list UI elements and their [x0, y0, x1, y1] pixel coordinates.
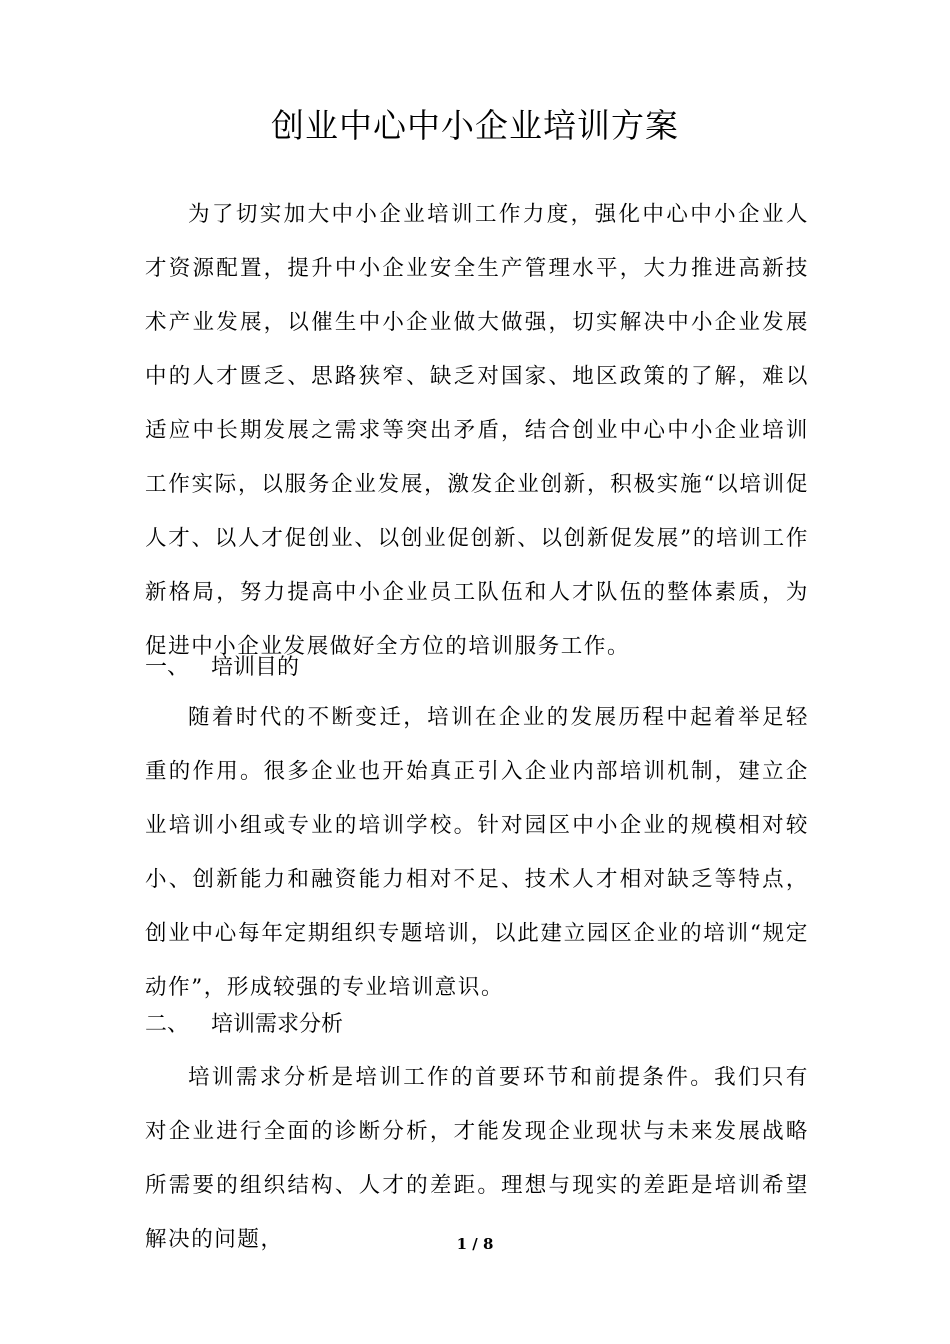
section-number: 一、 — [145, 655, 190, 680]
section-heading-purpose — [145, 648, 809, 688]
section-body-purpose: 随着时代的不断变迁，培训在企业的发展历程中起着举足轻重的作用。很多企业也开始真正引入企业内部培训机制，建立企业培训小组或专业的培训学校。针对园区中小企业的规模相对较小、创新能力和融资能力相对不足、技术人才相对缺乏等特点，创业中心每年定期组织专题培训，以此建立园区企业的培训“规定动作”，形成较强的专业培训意识。 — [145, 705, 809, 1000]
page-number: 1 / 8 — [456, 1235, 494, 1253]
document-title: 创业中心中小企业培训方案 — [271, 106, 679, 145]
intro-paragraph: 为了切实加大中小企业培训工作力度，强化中心中小企业人才资源配置，提升中小企业安全生产管理水平，大力推进高新技术产业发展，以催生中小企业做大做强，切实解决中小企业发展中的人才匮乏、思路狭窄、缺乏对国家、地区政策的了解，难以适应中长期发展之需求等突出矛盾，结合创业中心中小企业培训工作实际，以服务企业发展，激发企业创新，积极实施“以培训促人才、以人才促创业、以创业促创新、以创新促发展”的培训工作新格局，努力提高中小企业员工队伍和人才队伍的整体素质，为促进中小企业发展做好全方位的培训服务工作。 — [145, 202, 809, 659]
section-number: 二、 — [145, 1012, 190, 1037]
section-heading-needs-analysis — [145, 1005, 809, 1045]
section-heading-label: 培训需求分析 — [211, 1012, 344, 1037]
section-body-needs-analysis: 培训需求分析是培训工作的首要环节和前提条件。我们只有对企业进行全面的诊断分析，才能发现企业现状与未来发展战略所需要的组织结构、人才的差距。理想与现实的差距是培训希望解决的问题， — [145, 1065, 809, 1252]
section-heading-label: 培训目的 — [211, 655, 300, 680]
